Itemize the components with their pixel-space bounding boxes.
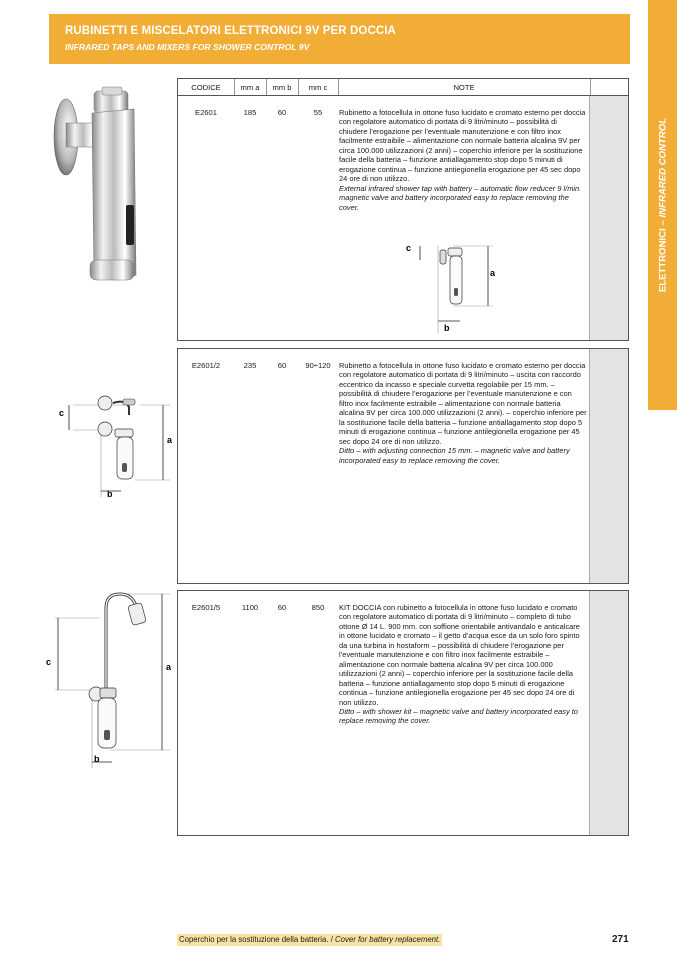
dim-a: 235 — [243, 361, 257, 370]
dim-c: 55 — [313, 108, 323, 117]
grey-column — [589, 349, 628, 583]
dim-a: 185 — [243, 108, 257, 117]
note-italian: Rubinetto a fotocellula in ottone fuso lucidato e cromato esterno per doccia con regolatore automatico di portata di 9 litri/minuto – uscita con raccordo eccentrico da incasso e speciale curvetta regolabile per 15 mm. – possibilità di chiudere l’erogazione per l’eventuale manutenzione e con filtro inox facilmente estraibile – alimentazione con normale batteria alcalina 9V per circa 100.000 utilizzazioni (2 anni). – coperchio inferiore per la sostituzione facile della batteria – funzione antiallagamento stop dopo 5 minuti di erogazione continua – funzione antilegionella erogazione per 45 sec dopo 24 ore di non utilizzo. — [339, 361, 587, 446]
product-code: E2601/2 — [191, 361, 221, 370]
note-english: Ditto – with shower kit – magnetic valve and battery incorporated easy to replace removing the cover. — [339, 706, 578, 726]
footer-caption — [177, 934, 442, 946]
page-title: RUBINETTI E MISCELATORI ELETTRONICI 9V PER DOCCIA — [65, 25, 396, 37]
product-row-e2601-2 — [177, 348, 629, 584]
header-c: mm c — [308, 83, 328, 92]
dimension-diagram-e2601-5 — [40, 590, 180, 770]
dim-b: 60 — [277, 603, 287, 612]
label-b: b — [94, 754, 100, 764]
note-italian: Rubinetto a fotocellula in ottone fuso lucidato e cromato esterno per doccia con regolatore automatico di portata di 9 litri/minuto – possibilità di chiudere l’erogazione per l’eventuale manutenzione e con filtro inox facilmente estraibile – alimentazione con normale batteria alcalina 9V per circa 100.000 utilizzazioni (2 anni) – coperchio inferiore per la sostituzione facile della batteria – funzione antiallagamento stop dopo 5 minuti di erogazione continua – funzione antiegionella erogazione per 45 sec dopo 24 ore di non utilizzo. — [339, 108, 586, 184]
label-a: a — [490, 268, 496, 278]
note-english: Ditto – with adjusting connection 15 mm. – magnetic valve and battery incorporated easy to replace removing the cover. — [339, 446, 570, 465]
product-note — [339, 361, 587, 465]
footer-text-it: Coperchio per la sostituzione della batteria. — [179, 935, 329, 944]
footer-text-en: Cover for battery replacement. — [335, 935, 441, 944]
label-c: c — [406, 243, 412, 253]
side-tab-label-en: INFRARED CONTROL — [657, 117, 668, 218]
side-tab-label — [657, 118, 668, 292]
product-code: E2601/5 — [191, 603, 221, 612]
dim-b: 60 — [277, 108, 287, 117]
page-subtitle: INFRARED TAPS AND MIXERS FOR SHOWER CONTROL 9V — [65, 42, 310, 52]
dim-b: 60 — [277, 361, 287, 370]
dim-a: 1100 — [241, 603, 259, 612]
table-header — [177, 78, 629, 95]
header-code: CODICE — [191, 83, 221, 92]
product-note — [339, 108, 587, 212]
product-row-e2601-5 — [177, 590, 629, 836]
side-tab — [648, 0, 677, 410]
label-b: b — [444, 323, 450, 333]
label-c: c — [59, 408, 65, 418]
label-c: c — [46, 657, 52, 667]
side-tab-label-it: ELETTRONICI — [657, 228, 668, 293]
label-a: a — [167, 435, 173, 445]
dimension-diagram-e2601-2 — [55, 385, 180, 505]
grey-column — [589, 591, 628, 835]
product-row-e2601 — [177, 95, 629, 341]
dim-c: 850 — [311, 603, 325, 612]
page-number: 271 — [612, 934, 629, 945]
grey-column — [589, 96, 628, 340]
header-note: NOTE — [453, 83, 475, 92]
dimension-diagram-e2601 — [398, 238, 518, 333]
note-english: External infrared shower tap with battery – automatic flow reducer 9 l/min. magnetic valve and battery incorporated easy to replace removing the cover. — [339, 183, 582, 212]
product-code: E2601 — [195, 108, 217, 117]
product-photo-e2601 — [52, 85, 162, 285]
dim-c: 90÷120 — [305, 361, 331, 370]
label-a: a — [166, 662, 172, 672]
side-tab-separator: – — [657, 217, 668, 229]
header-band — [49, 14, 630, 64]
note-italian: KIT DOCCIA con rubinetto a fotocellula in ottone fuso lucidato e cromato con regolatore automatico di portata di 9 litri/minuto – completo di tubo ottone Ø 14 L. 900 mm. con soffione orientabile antivandalo e anticalcare in ottone lucidato e cromato – il getto d’acqua esce da un solo foro spinto da una turbina in hostaform – possibilità di chiudere l’erogazione per l’eventuale manutenzione e con filtro inox facilmente estraibile – alimentazione con normale batteria alcalina 9V per circa 100.000 utilizzazioni (2 anni) – coperchio inferiore per la sostituzione facile della batteria – funzione antiallagamento stop dopo 5 minuti di erogazione continua – funzione antilegionella erogazione per 45 sec dopo 24 ore di non utilizzo. — [339, 603, 580, 707]
footer-separator: / — [328, 935, 336, 944]
header-a: mm a — [240, 83, 260, 92]
label-b: b — [107, 489, 113, 499]
header-b: mm b — [272, 83, 292, 92]
product-note — [339, 603, 587, 726]
